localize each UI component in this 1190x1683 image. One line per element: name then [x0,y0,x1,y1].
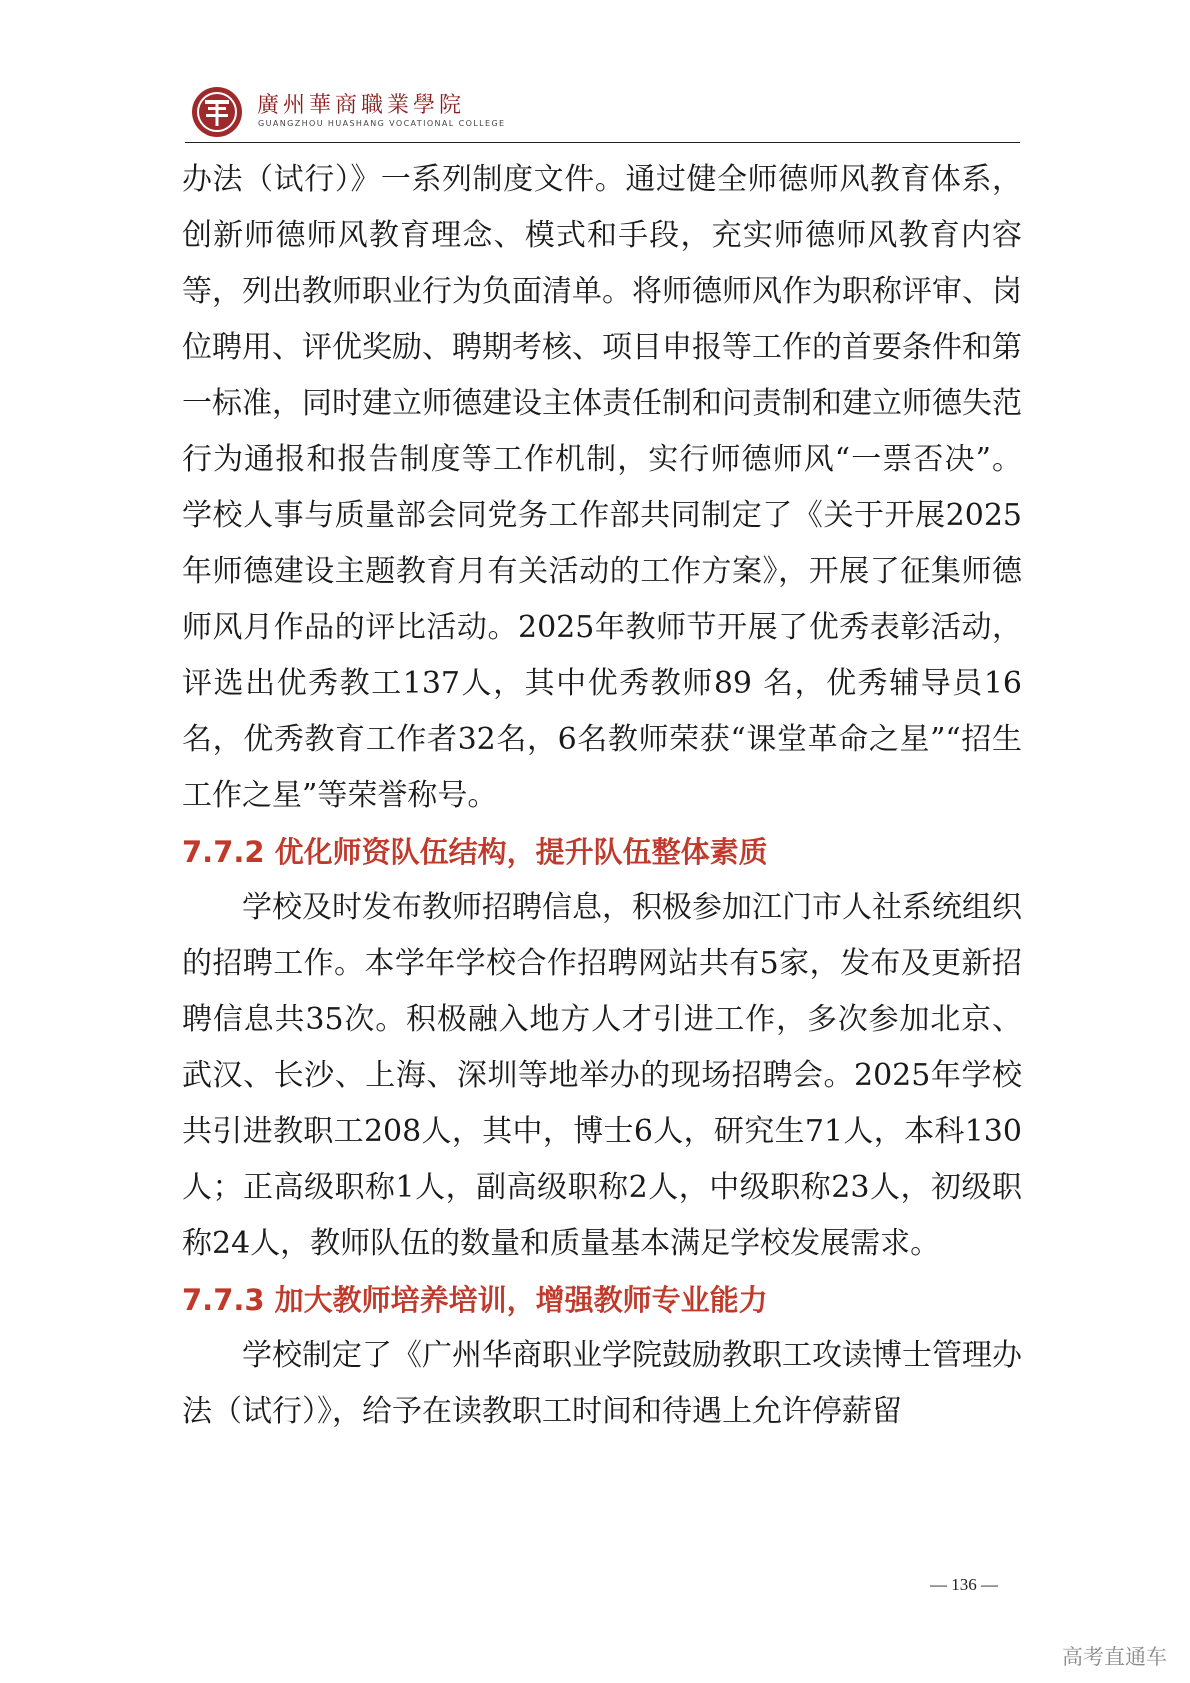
college-name: 廣州華商職業學院 [257,93,466,118]
page-header [185,78,1020,144]
section-heading-7-7-3: 7.7.3 加大教师培养培训，增强教师专业能力 [182,1283,768,1317]
header-divider [185,142,1020,143]
college-name-english: GUANGZHOU HUASHANG VOCATIONAL COLLEGE [258,119,506,128]
college-seal-icon [191,86,243,138]
paragraph-training: 学校制定了《广州华商职业学院鼓励教职工攻读博士管理办法（试行）》，给予在读教职工时间和待遇上允许停薪留 [182,1338,1022,1429]
watermark-text: 高考直通车 [1062,1645,1167,1669]
page-body [182,152,1022,1440]
section-heading-7-7-2: 7.7.2 优化师资队伍结构，提升队伍整体素质 [182,835,768,869]
paragraph-recruitment: 学校及时发布教师招聘信息，积极参加江门市人社系统组织的招聘工作。本学年学校合作招聘网站共有5家，发布及更新招聘信息共35次。积极融入地方人才引进工作，多次参加北京、武汉、长沙、上海、深圳等地举办的现场招聘会。2025年学校共引进教职工208人，其中，博士6人，研究生71人，本科130人；正高级职称1人，副高级职称2人，中级职称23人，初级职称24人，教师队伍的数量和质量基本满足学校发展需求。 [182,890,1022,1261]
page-number: — 136 — [930,1575,998,1594]
paragraph-teacher-ethics: 办法（试行）》一系列制度文件。通过健全师德师风教育体系，创新师德师风教育理念、模式和手段，充实师德师风教育内容等，列出教师职业行为负面清单。将师德师风作为职称评审、岗位聘用、评优奖励、聘期考核、项目申报等工作的首要条件和第一标准，同时建立师德建设主体责任制和问责制和建立师德失范行为通报和报告制度等工作机制，实行师德师风“一票否决”。学校人事与质量部会同党务工作部共同制定了《关于开展2025年师德建设主题教育月有关活动的工作方案》，开展了征集师德师风月作品的评比活动。2025年教师节开展了优秀表彰活动，评选出优秀教工137人，其中优秀教师89 名，优秀辅导员16名，优秀教育工作者32名，6名教师荣获“课堂革命之星”“招生工作之星”等荣誉称号。 [182,162,1022,813]
